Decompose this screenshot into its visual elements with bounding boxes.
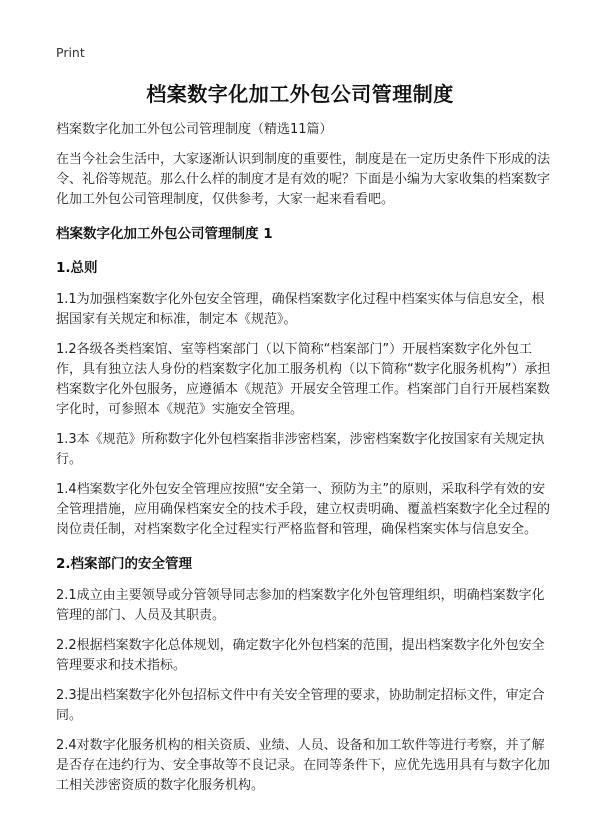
document-subtitle: 档案数字化加工外包公司管理制度（精选11篇） [56, 122, 333, 137]
paragraph-1-1: 1.1为加强档案数字化外包安全管理，确保档案数字化过程中档案实体与信息安全，根据国家有关规定和标准，制定本《规范》。 [56, 292, 545, 327]
print-link[interactable]: Print [56, 45, 85, 60]
paragraph-2-2: 2.2根据档案数字化总体规划，确定数字化外包档案的范围，提出档案数字化外包安全管理要求和技术指标。 [56, 638, 545, 673]
paragraph-1-2: 1.2各级各类档案馆、室等档案部门（以下简称“档案部门”）开展档案数字化外包工作，具有独立法人身份的档案数字化加工服务机构（以下简称“数字化服务机构”）承担档案数字化外包服务，应遵循本《规范》开展安全管理工作。档案部门自行开展档案数字化时，可参照本《规范》实施安全管理。 [56, 342, 551, 417]
paragraph-2-4: 2.4对数字化服务机构的相关资质、业绩、人员、设备和加工软件等进行考察，并了解是否存在违约行为、安全事故等不良记录。在同等条件下，应优先选用具有与数字化加工相关涉密资质的数字化服务机构。 [56, 738, 551, 793]
paragraph-1-3: 1.3本《规范》所称数字化外包档案指非涉密档案，涉密档案数字化按国家有关规定执行。 [56, 432, 545, 467]
part-title: 档案数字化加工外包公司管理制度 1 [56, 226, 273, 242]
intro-paragraph: 在当今社会生活中，大家逐渐认识到制度的重要性，制度是在一定历史条件下形成的法令、礼俗等规范。那么什么样的制度才是有效的呢？下面是小编为大家收集的档案数字化加工外包公司管理制度，仅供参考，大家一起来看看吧。 [56, 152, 551, 207]
section-heading-general: 1.总则 [56, 260, 98, 276]
paragraph-2-3: 2.3提出档案数字化外包招标文件中有关安全管理的要求，协助制定招标文件，审定合同。 [56, 688, 545, 723]
paragraph-1-4: 1.4档案数字化外包安全管理应按照“安全第一、预防为主”的原则，采取科学有效的安全管理措施，应用确保档案安全的技术手段，建立权责明确、覆盖档案数字化全过程的岗位责任制，对档案数字化全过程实行严格监督和管理，确保档案实体与信息安全。 [56, 482, 551, 537]
paragraph-2-1: 2.1成立由主要领导或分管领导同志参加的档案数字化外包管理组织，明确档案数字化管理的部门、人员及其职责。 [56, 588, 545, 623]
page-title: 档案数字化加工外包公司管理制度 [146, 82, 454, 106]
section-heading-archives-dept: 2.档案部门的安全管理 [56, 556, 193, 572]
document-body [56, 120, 554, 806]
